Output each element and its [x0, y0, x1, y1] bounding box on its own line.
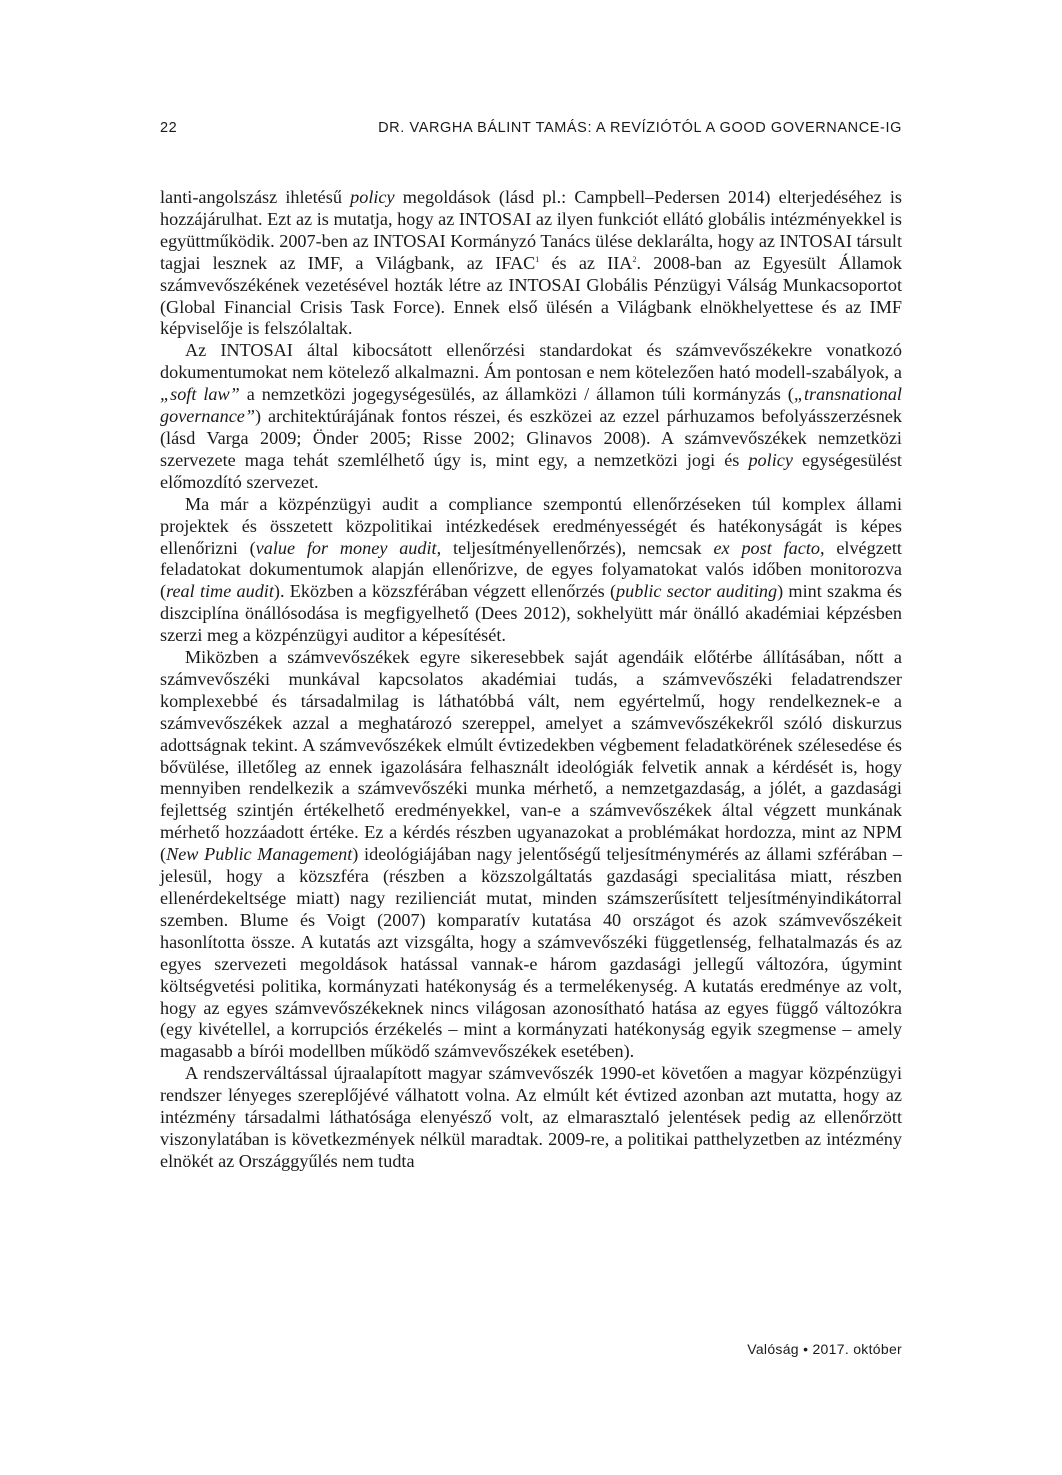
text-run: lanti-angolszász ihletésű — [160, 187, 351, 207]
text-run: Miközben a számvevőszékek egyre sikeresebbek saját agendáik előtérbe állításában, nőtt a számvevőszéki munkával kapcsolatos akadémiai tudás, a számvevőszéki feladatrendszer komplexebbé és társadalmilag is láthatóbbá vált, nem egyértelmű, hogy rendelkeznek-e a számvevőszékek azzal a meghatározó szereppel, amelyet a számvevőszékekről szóló diskurzus adottságnak tekint. A számvevőszékek elmúlt évtizedekben végbement feladatkörének szélesedése és bővülése, illetőleg az ennek igazolására felhasznált ideológiák felvetik annak a kérdését is, hogy mennyiben rendelkezik a számvevőszéki munka mérhető, a nemzetgazdaság, a jólét, a gazdasági fejlettség szintjén értékelhető eredményekkel, van-e a számvevőszékek által végzett munkának mérhető hozzáadott értéke. Ez a kérdés részben ugyanazokat a problémákat hordozza, mint az NPM ( — [160, 647, 902, 865]
page-header — [160, 120, 902, 142]
text-run: ) mint szakma és diszciplína önállósodása is megfigyelhető (Dees 2012), sokhelyütt már önálló akadémiai képzésben szerzi meg a közpénzügyi auditor a képesítését. — [160, 581, 902, 646]
italic-text: „transnational governance” — [160, 384, 902, 427]
text-run: ) architektúrájának fontos részei, és eszközei az ezzel párhuzamos befolyásszerzésnek (lásd Varga 2009; Önder 2005; Risse 2002; Glinavos 2008). A számvevőszékek nemzetközi szervezete maga tehát szemlélhető úgy is, mint egy, a nemzetközi jogi és — [160, 406, 902, 470]
text-run: Ma már a közpénzügyi audit a compliance szempontú ellenőrzéseken túl komplex állami projektek és összetett közpolitikai intézkedések eredményességét és hatékonyságát is képes ellenőrizni ( — [160, 493, 902, 558]
italic-text: policy — [748, 449, 793, 470]
paragraph — [160, 340, 902, 493]
italic-text: real time audit — [166, 581, 274, 602]
italic-text: policy — [350, 187, 395, 207]
italic-text: value for money audit — [255, 537, 437, 558]
text-run: ). Eközben a közszférában végzett ellenőrzés ( — [273, 581, 617, 602]
footnote-marker: 2 — [632, 254, 637, 264]
italic-text: New Public Management — [166, 844, 353, 865]
italic-text: public sector auditing — [616, 581, 778, 602]
text-run: egységesülést előmozdító szervezet. — [160, 449, 902, 492]
body-text — [160, 187, 902, 1173]
text-run: A rendszerváltással újraalapított magyar számvevőszék 1990-et követően a magyar közpénzügyi rendszer lényeges szereplőjévé válhatott volna. Az elmúlt két évtized azonban azt mutatta, hogy az intézmény társadalmi láthatósága elenyésző volt, az elmarasztaló jelentések pedig az ellenőrzött viszonylatában is következmények nélkül maradtak. 2009-re, a politikai patthelyzetben az intézmény elnökét az Országgyűlés nem tudta — [160, 1063, 902, 1171]
running-title: DR. VARGHA BÁLINT TAMÁS: A REVÍZIÓTÓL A GOOD GOVERNANCE-IG — [378, 120, 902, 136]
text-run: . 2008-ban az Egyesült Államok számvevőszékének vezetésével hozták létre az INTOSAI Globális Pénzügyi Válság Munkacsoportot (Global Financial Crisis Task Force). Ennek első ülésén a Világbank elnökhelyettese és az IMF képviselője is felszólaltak. — [160, 252, 902, 339]
paragraph — [160, 1063, 902, 1173]
page-footer: Valóság • 2017. október — [747, 1341, 902, 1357]
italic-text: „soft law” — [160, 384, 240, 405]
page-number: 22 — [160, 120, 178, 136]
text-run: , elvégzett feladatokat dokumentumok alapján ellenőrizve, de egyes folyamatokat valós időben monitorozva ( — [160, 537, 902, 602]
footnote-marker: 1 — [535, 254, 540, 264]
text-run: Az INTOSAI által kibocsátott ellenőrzési standardokat és számvevőszékekre vonatkozó dokumentumokat nem kötelező alkalmazni. Ám pontosan e nem kötelezően ható modell-szabályok, a — [160, 340, 902, 383]
text-run: és az IIA — [539, 252, 633, 273]
text-run: a nemzetközi jogegységesülés, az államközi / államon túli kormányzás ( — [239, 384, 794, 405]
text-run: , teljesítményellenőrzés), nemcsak — [436, 537, 714, 558]
text-run: ) ideológiájában nagy jelentőségű teljesítménymérés az állami szférában – jelesül, hogy a közszféra (részben a közszolgáltatás gazdasági specialitása miatt, részben ellenérdekeltsége miatt) nagy rezilienciát mutat, minden számszerűsített teljesítményindikátorral szemben. Blume és Voigt (2007) komparatív kutatása 40 országot és azok számvevőszékeit hasonlította össze. A kutatás azt vizsgálta, hogy a számvevőszéki függetlenség, felhatalmazás és az egyes szervezeti megoldások hatással vannak-e három gazdasági jellegű változóra, úgymint költségvetési politika, kormányzati hatékonyság és a termelékenység. A kutatás eredménye az volt, hogy az egyes számvevőszékeknek nincs világosan azonosítható hatása az egyes függő változókra (egy kivétellel, a korrupciós érzékelés – mint a kormányzati hatékonyság egyik szegmense – amely magasabb a bírói modellben működő számvevőszékek esetében). — [160, 844, 902, 1062]
italic-text: ex post facto — [713, 537, 820, 558]
text-run: megoldások (lásd pl.: Campbell–Pedersen 2014) elterjedéséhez is hozzájárulhat. Ezt az is mutatja, hogy az INTOSAI az ilyen funkciót ellátó globális intézményekkel is együttműködik. 2007-ben az INTOSAI Kormányzó Tanács ülése deklarálta, hogy az INTOSAI társult tagjai lesznek az IMF, a Világbank, az IFAC — [160, 187, 902, 273]
paragraph — [160, 647, 902, 1063]
paragraph — [160, 494, 902, 647]
paragraph — [160, 187, 902, 340]
